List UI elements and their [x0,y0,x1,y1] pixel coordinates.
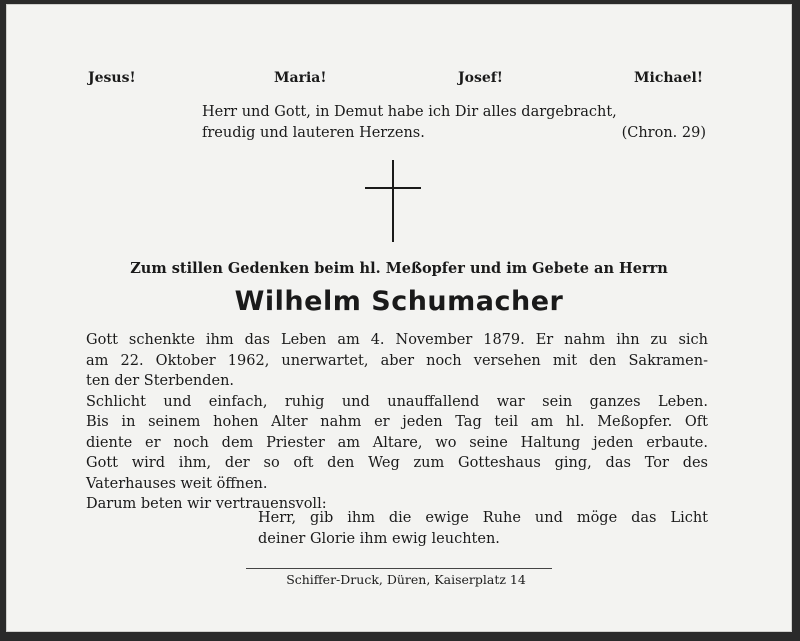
biography-line: diente er noch dem Priester am Altare, wo seine Haltung jeden erbaute. [86,434,708,451]
memorial-heading: Zum stillen Gedenken beim hl. Meßopfer und im Gebete an Herrn [130,260,668,277]
invocation-josef: Josef! [458,70,503,86]
scripture-reference: (Chron. 29) [621,125,706,141]
biography-line: ten der Sterbenden. [86,373,235,389]
biography-line: Gott schenkte ihm das Leben am 4. November 1879. Er nahm ihn zu sich [86,332,708,348]
invocation-michael: Michael! [634,70,703,86]
scripture-quote [202,102,706,144]
biography-line: am 22. Oktober 1962, unerwartet, aber noch versehen mit den Sakramen- [86,352,708,369]
invocation-jesus: Jesus! [88,70,136,86]
biography-line: Darum beten wir vertrauensvoll: [86,496,327,512]
biography-line: Bis in seinem hohen Alter nahm er jeden Tag teil am hl. Meßopfer. Oft [86,414,708,430]
cross-icon [365,160,421,242]
biography-text [86,330,708,515]
deceased-name: Wilhelm Schumacher [234,286,564,317]
closing-prayer [258,508,708,550]
scripture-line-2-row [202,123,706,144]
invocation-maria: Maria! [274,70,327,86]
memorial-card [6,4,792,632]
divider-rule [246,568,552,569]
invocation-row [6,70,792,90]
biography-line: Gott wird ihm, der so oft den Weg zum Gotteshaus ging, das Tor des [86,455,708,471]
biography-line: Vaterhauses weit öffnen. [86,475,268,492]
prayer-line-1: Herr, gib ihm die ewige Ruhe und möge das Licht [258,510,708,526]
printer-imprint: Schiffer-Druck, Düren, Kaiserplatz 14 [286,572,526,587]
scripture-line-1: Herr und Gott, in Demut habe ich Dir alles dargebracht, [202,104,617,120]
prayer-line-2: deiner Glorie ihm ewig leuchten. [258,531,500,547]
scripture-line-2: freudig und lauteren Herzens. [202,125,425,141]
biography-line: Schlicht und einfach, ruhig und unauffallend war sein ganzes Leben. [86,393,708,410]
